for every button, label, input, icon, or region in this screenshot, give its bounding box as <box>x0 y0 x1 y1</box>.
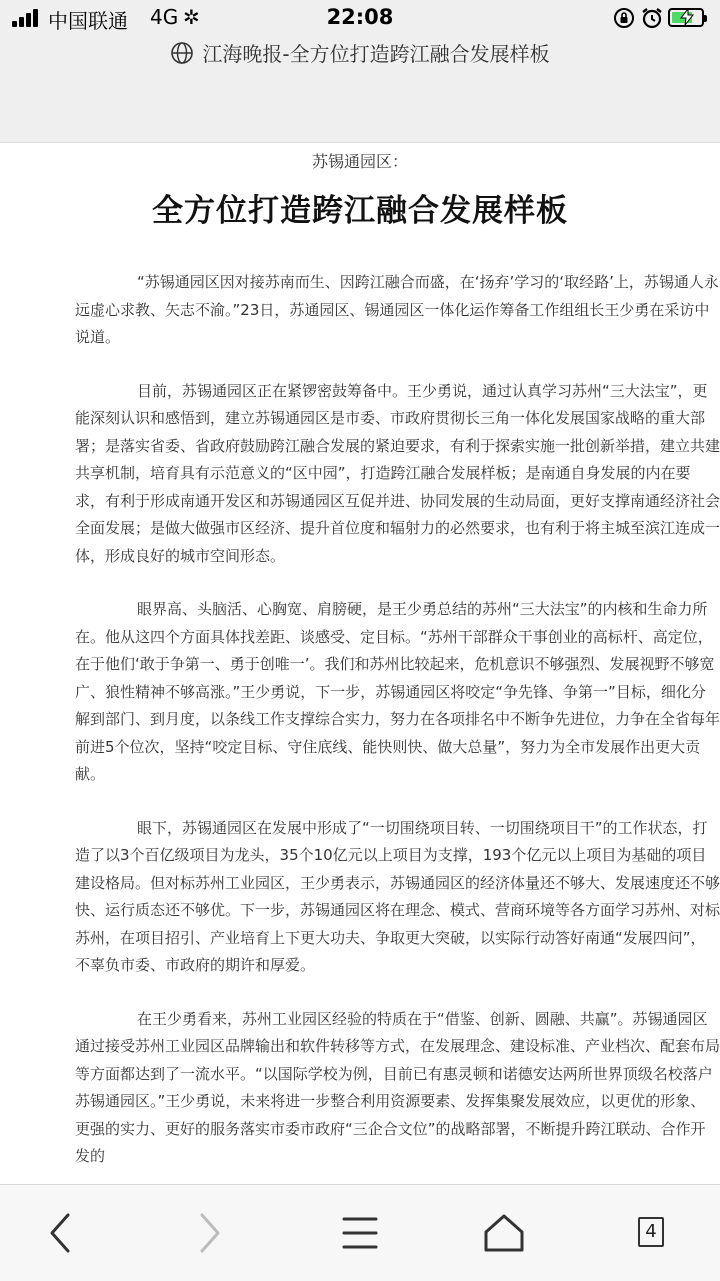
article-paragraph: 眼下，苏锡通园区在发展中形成了“一切围绕项目转、一切围绕项目干”的工作状态，打造了以3个百亿级项目为龙头，35个10亿元以上项目为支撑，193个亿元以上项目为基础的项目建设格局。但对标苏州工业园区，王少勇表示，苏锡通园区的经济体量还不够大、发展速度还不够快、运行质态还不够优。下一步，苏锡通园区将在理念、模式、营商环境等各方面学习苏州、对标苏州，在项目招引、产业培育上下更大功夫、争取更大突破，以实际行动答好南通“发展四问”，不辜负市委、市政府的期许和厚爱。 <box>75 818 720 974</box>
article-subtitle: 苏锡通园区： <box>311 152 408 171</box>
tabs-button[interactable] <box>623 1205 679 1261</box>
article-paragraph: 眼界高、头脑活、心胸宽、肩膀硬，是王少勇总结的苏州“三大法宝”的内核和生命力所在。他从这四个方面具体找差距、谈感受、定目标。“苏州干部群众干事创业的高标杆、高定位，在于他们‘敢于争第一、勇于创唯一’。我们和苏州比较起来，危机意识不够强烈、发展视野不够宽广、狼性精神不够高涨。”王少勇说，下一步，苏锡通园区将咬定“争先锋、争第一”目标，细化分解到部门、到月度，以条线工作支撑综合实力，努力在各项排名中不断争先进位，力争在全省每年前进5个位次，坚持“咬定目标、守住底线、能快则快、做大总量”，努力为全市发展作出更大贡献。 <box>75 600 720 783</box>
forward-button[interactable] <box>182 1205 238 1261</box>
article <box>75 146 720 1171</box>
chevron-left-icon <box>32 1205 88 1261</box>
rotation-lock-icon <box>612 6 636 30</box>
article-paragraph: “苏锡通园区因对接苏南而生、因跨江融合而盛，在‘扬弃’学习的‘取经路’上，苏锡通人永远虚心求教、矢志不渝。”23日，苏通园区、锡通园区一体化运作筹备工作组组长王少勇在采访中说道。 <box>75 273 719 346</box>
loading-spinner-icon: ✲ <box>183 5 200 29</box>
article-paragraph: 目前，苏锡通园区正在紧锣密鼓筹备中。王少勇说，通过认真学习苏州“三大法宝”，更能深刻认识和感悟到，建立苏锡通园区是市委、市政府贯彻长三角一体化发展国家战略的重大部署；是落实省委、省政府鼓励跨江融合发展的紧迫要求，有利于探索实施一批创新举措，建立共建共享机制，培育具有示范意义的“区中园”，打造跨江融合发展样板；是南通自身发展的内在要求，有利于形成南通开发区和苏锡通园区互促并进、协同发展的生动局面，更好支撑南通经济社会全面发展；是做大做强市区经济、提升首位度和辐射力的必然要求，也有利于将主城至滨江连成一体，形成良好的城市空间形态。 <box>75 381 720 565</box>
battery-icon <box>668 8 704 27</box>
article-paragraph: 在王少勇看来，苏州工业园区经验的特质在于“借鉴、创新、圆融、共赢”。苏锡通园区通过接受苏州工业园区品牌输出和软件转移等方式，在发展理念、建设标准、产业档次、配套布局等方面都达到了一流水平。“以国际学校为例，目前已有惠灵顿和诺德安达两所世界顶级名校落户苏锡通园区。”王少勇说，未来将进一步整合利用资源要素、发挥集聚发展效应，以更优的形象、更强的实力、更好的服务落实市委市政府“三企合文位”的战略部署，不断提升跨江联动、合作开发的 <box>75 1009 720 1165</box>
home-button[interactable] <box>476 1205 532 1261</box>
carrier-name: 中国联通 <box>48 9 128 33</box>
chevron-right-icon <box>182 1205 238 1261</box>
address-bar[interactable] <box>0 38 720 78</box>
menu-button[interactable] <box>332 1205 388 1261</box>
back-button[interactable] <box>32 1205 88 1261</box>
top-chrome <box>0 0 720 143</box>
status-bar <box>0 0 720 36</box>
article-headline: 全方位打造跨江融合发展样板 <box>152 193 568 229</box>
network-type: 4G <box>150 5 179 29</box>
charging-bolt-icon <box>678 8 696 26</box>
home-icon <box>476 1205 532 1261</box>
page-title: 江海晚报-全方位打造跨江融合发展样板 <box>202 42 550 66</box>
tab-count: 4 <box>638 1217 664 1247</box>
alarm-icon <box>640 6 664 30</box>
browser-toolbar <box>0 1184 720 1281</box>
globe-icon <box>170 41 194 65</box>
status-time: 22:08 <box>326 5 394 29</box>
menu-icon <box>332 1205 388 1261</box>
